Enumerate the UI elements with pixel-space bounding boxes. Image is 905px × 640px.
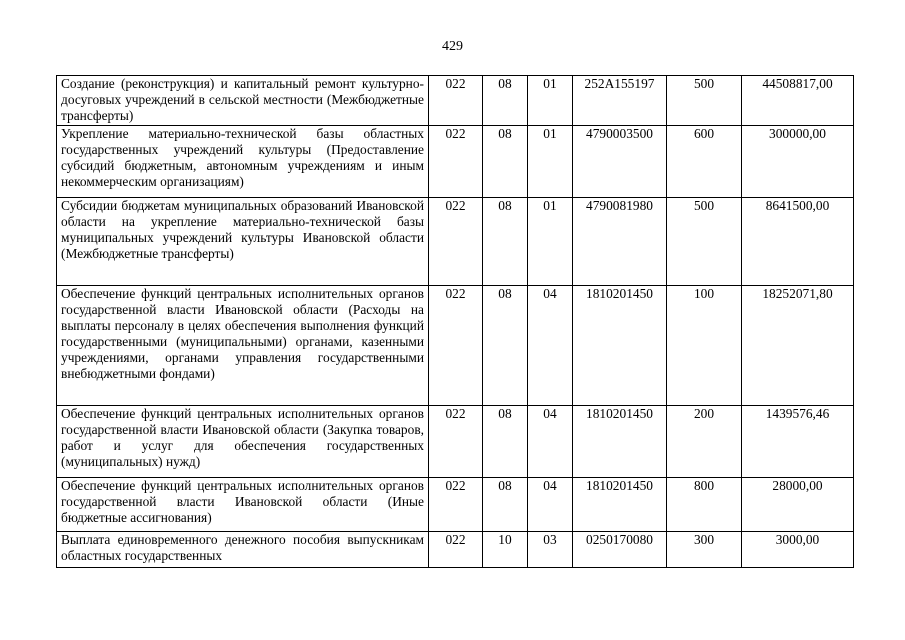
section-code: 10	[483, 532, 528, 568]
subsection-code: 01	[528, 126, 573, 198]
target-article-code: 1810201450	[573, 406, 667, 478]
expense-type-code: 800	[667, 478, 742, 532]
amount-value: 1439576,46	[742, 406, 854, 478]
ministry-code: 022	[429, 532, 483, 568]
row-description: Обеспечение функций центральных исполнительных органов государственной власти Ивановской области (Закупка товаров, работ и услуг для обеспечения государственных (муниципальных) нужд)	[57, 406, 429, 478]
row-description: Субсидии бюджетам муниципальных образований Ивановской области на укрепление материально-технической базы муниципальных учреждений культуры Ивановской области (Межбюджетные трансферты)	[57, 198, 429, 286]
section-code: 08	[483, 126, 528, 198]
row-description: Выплата единовременного денежного пособия выпускникам областных государственных	[57, 532, 429, 568]
row-description: Обеспечение функций центральных исполнительных органов государственной власти Ивановской области (Расходы на выплаты персоналу в целях обеспечения выполнения функций государственными (муниципальными) органами, казенными учреждениями, органами управления государственными внебюджетными фондами)	[57, 286, 429, 406]
ministry-code: 022	[429, 76, 483, 126]
amount-value: 18252071,80	[742, 286, 854, 406]
section-code: 08	[483, 76, 528, 126]
section-code: 08	[483, 286, 528, 406]
target-article-code: 1810201450	[573, 286, 667, 406]
budget-table	[56, 75, 854, 568]
table-row	[57, 478, 854, 532]
subsection-code: 04	[528, 286, 573, 406]
subsection-code: 01	[528, 76, 573, 126]
table-row	[57, 406, 854, 478]
target-article-code: 4790003500	[573, 126, 667, 198]
table-row	[57, 76, 854, 126]
section-code: 08	[483, 478, 528, 532]
table-row	[57, 126, 854, 198]
expense-type-code: 500	[667, 76, 742, 126]
ministry-code: 022	[429, 198, 483, 286]
amount-value: 44508817,00	[742, 76, 854, 126]
expense-type-code: 300	[667, 532, 742, 568]
expense-type-code: 500	[667, 198, 742, 286]
section-code: 08	[483, 198, 528, 286]
amount-value: 28000,00	[742, 478, 854, 532]
amount-value: 8641500,00	[742, 198, 854, 286]
amount-value: 3000,00	[742, 532, 854, 568]
row-description: Создание (реконструкция) и капитальный ремонт культурно-досуговых учреждений в сельской местности (Межбюджетные трансферты)	[57, 76, 429, 126]
table-row	[57, 532, 854, 568]
subsection-code: 04	[528, 478, 573, 532]
table-row	[57, 286, 854, 406]
expense-type-code: 100	[667, 286, 742, 406]
ministry-code: 022	[429, 286, 483, 406]
section-code: 08	[483, 406, 528, 478]
ministry-code: 022	[429, 126, 483, 198]
expense-type-code: 600	[667, 126, 742, 198]
target-article-code: 4790081980	[573, 198, 667, 286]
subsection-code: 01	[528, 198, 573, 286]
amount-value: 300000,00	[742, 126, 854, 198]
row-description: Обеспечение функций центральных исполнительных органов государственной власти Ивановской области (Иные бюджетные ассигнования)	[57, 478, 429, 532]
page-number: 429	[442, 39, 463, 54]
expense-type-code: 200	[667, 406, 742, 478]
ministry-code: 022	[429, 478, 483, 532]
table-row	[57, 198, 854, 286]
target-article-code: 1810201450	[573, 478, 667, 532]
ministry-code: 022	[429, 406, 483, 478]
subsection-code: 04	[528, 406, 573, 478]
target-article-code: 252А155197	[573, 76, 667, 126]
row-description: Укрепление материально-технической базы областных государственных учреждений культуры (Предоставление субсидий бюджетным, автономным учреждениям и иным некоммерческим организациям)	[57, 126, 429, 198]
target-article-code: 0250170080	[573, 532, 667, 568]
subsection-code: 03	[528, 532, 573, 568]
